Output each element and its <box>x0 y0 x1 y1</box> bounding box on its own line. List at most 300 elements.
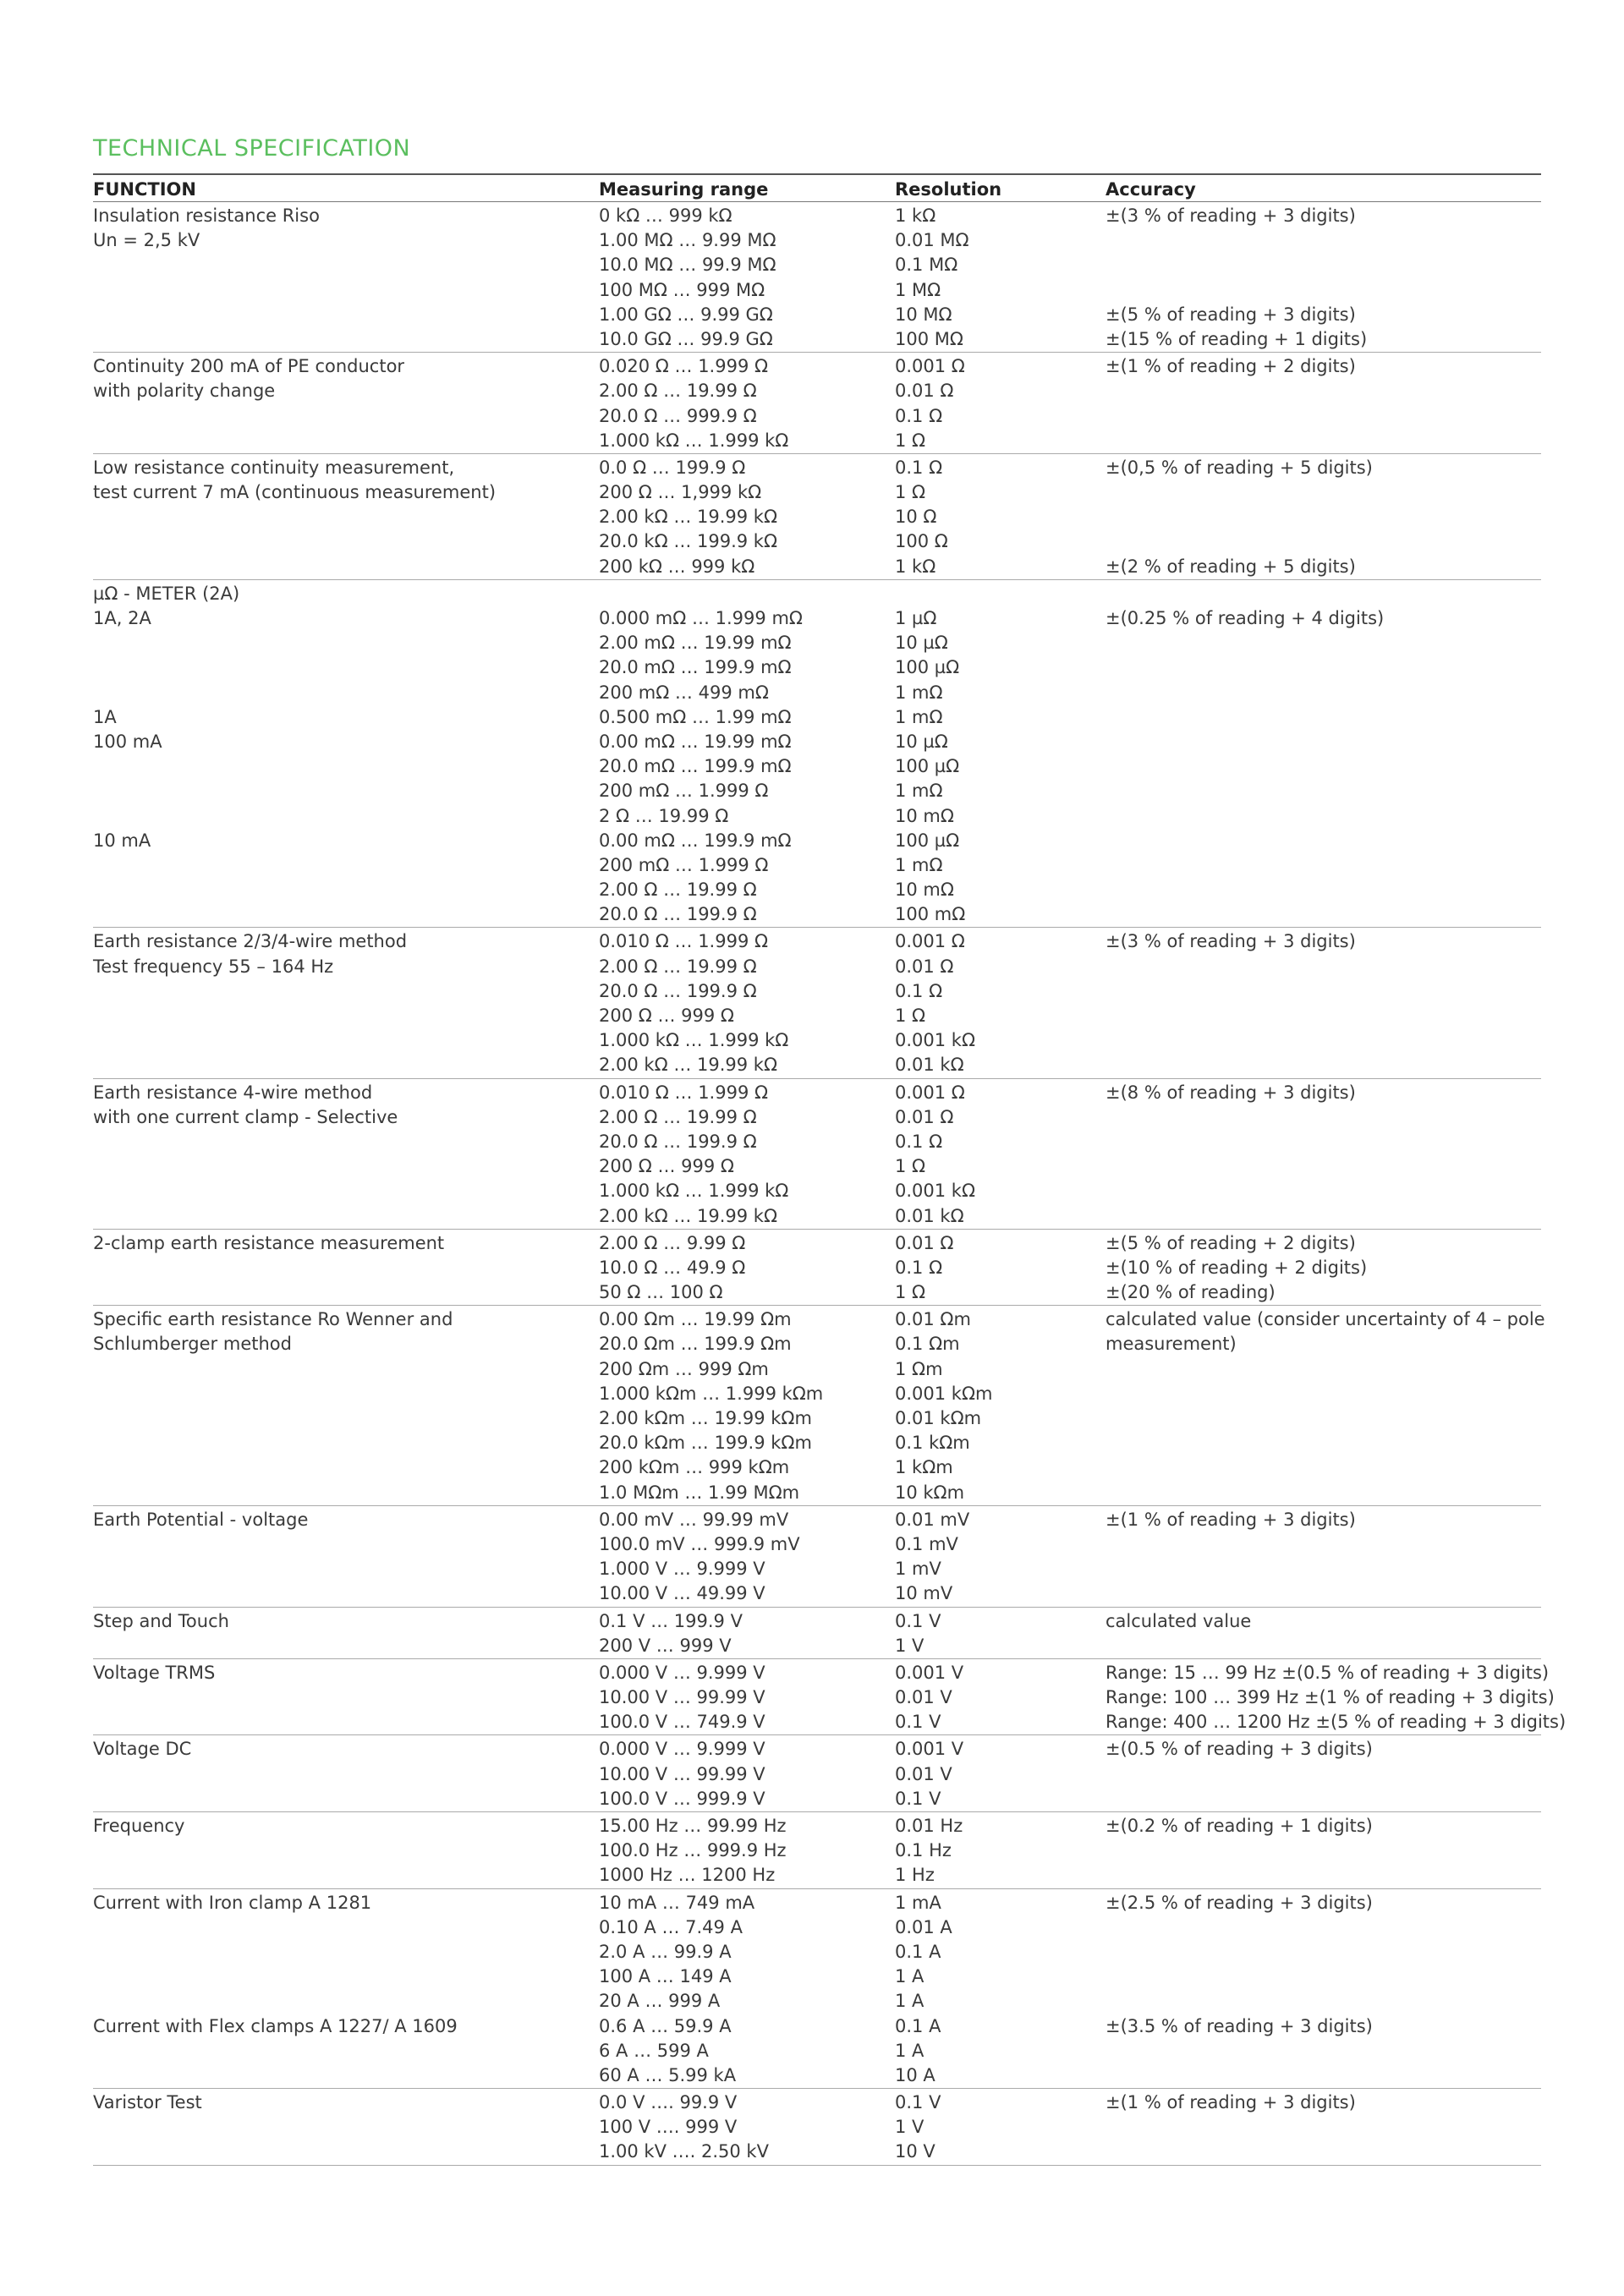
resolution-line: 1 V <box>895 1635 924 1656</box>
resolution-cell <box>895 1306 1106 1506</box>
accuracy-cell <box>1106 1888 1541 2089</box>
range-line: 1.00 GΩ … 9.99 GΩ <box>599 304 773 325</box>
function-line: Earth resistance 4-wire method <box>93 1082 373 1103</box>
function-cell <box>93 1306 599 1506</box>
resolution-line: 1 A <box>895 2040 924 2061</box>
range-line: 15.00 Hz … 99.99 Hz <box>599 1816 787 1836</box>
resolution-line: 0.01 kΩ <box>895 1205 964 1226</box>
resolution-line: 0.001 kΩ <box>895 1181 976 1202</box>
resolution-line: 1 µΩ <box>895 608 937 628</box>
range-line: 0.00 mΩ … 19.99 mΩ <box>599 731 792 752</box>
resolution-line: 10 mΩ <box>895 805 954 826</box>
range-line: 0.000 mΩ … 1.999 mΩ <box>599 608 803 628</box>
resolution-line: 1 Ωm <box>895 1358 943 1379</box>
range-line: 2.00 kΩ … 19.99 kΩ <box>599 507 777 528</box>
range-line: 200 mΩ … 1.999 Ω <box>599 781 769 802</box>
resolution-line: 0.1 V <box>895 1712 941 1733</box>
resolution-line: 0.01 Ωm <box>895 1309 971 1330</box>
function-line: test current 7 mA (continuous measurement) <box>93 482 497 503</box>
resolution-line: 0.001 Ω <box>895 356 965 377</box>
range-line: 10.00 V … 49.99 V <box>599 1583 765 1604</box>
range-line: 200 kΩm … 999 kΩm <box>599 1457 790 1478</box>
resolution-line: 0.1 Ω <box>895 1131 943 1152</box>
accuracy-line: Range: 400 … 1200 Hz ±(5 % of reading + 3 digits) <box>1106 1712 1566 1733</box>
accuracy-line: ±(5 % of reading + 2 digits) <box>1106 1232 1356 1253</box>
range-line: 10.00 V … 99.99 V <box>599 1763 765 1784</box>
header-function: FUNCTION <box>93 174 599 202</box>
resolution-cell <box>895 1888 1106 2089</box>
range-line: 0 kΩ … 999 kΩ <box>599 205 732 226</box>
function-line: 100 mA <box>93 731 162 752</box>
range-line: 100.0 mV … 999.9 mV <box>599 1533 800 1554</box>
range-line: 1.0 MΩm … 1.99 MΩm <box>599 1482 800 1503</box>
range-line: 6 A … 599 A <box>599 2040 709 2061</box>
resolution-line: 0.01 kΩm <box>895 1408 982 1428</box>
function-cell <box>93 1812 599 1889</box>
accuracy-cell <box>1106 1306 1545 1506</box>
function-line: Frequency <box>93 1816 185 1836</box>
table-row <box>93 453 1541 579</box>
measuring-range-cell <box>599 1229 895 1306</box>
range-line: 0.00 Ωm … 19.99 Ωm <box>599 1309 792 1330</box>
resolution-line: 1 kΩ <box>895 205 936 226</box>
resolution-line <box>895 582 1106 606</box>
accuracy-line <box>1106 253 1541 277</box>
resolution-line: 0.01 MΩ <box>895 230 969 251</box>
range-line: 100 MΩ … 999 MΩ <box>599 279 765 300</box>
range-line: 0.0 V …. 99.9 V <box>599 2092 738 2113</box>
resolution-line: 10 MΩ <box>895 304 952 325</box>
resolution-cell <box>895 353 1106 454</box>
accuracy-line <box>1106 505 1541 529</box>
range-line: 1.00 MΩ … 9.99 MΩ <box>599 230 776 251</box>
accuracy-line: ±(10 % of reading + 2 digits) <box>1106 1257 1368 1278</box>
range-line: 10.0 GΩ … 99.9 GΩ <box>599 328 773 349</box>
resolution-line: 0.1 Hz <box>895 1840 952 1861</box>
range-line: 2.00 Ω … 19.99 Ω <box>599 381 757 402</box>
resolution-line: 0.01 A <box>895 1916 952 1937</box>
resolution-cell <box>895 453 1106 579</box>
resolution-line: 10 Ω <box>895 507 937 528</box>
range-line: 10.0 MΩ … 99.9 MΩ <box>599 255 776 276</box>
range-line: 2.00 Ω … 9.99 Ω <box>599 1232 746 1253</box>
accuracy-cell <box>1106 579 1541 928</box>
function-line: Current with Iron clamp A 1281 <box>93 1892 372 1913</box>
resolution-line: 1 A <box>895 1966 924 1987</box>
header-resolution: Resolution <box>895 174 1106 202</box>
range-line: 100 V …. 999 V <box>599 2117 738 2138</box>
measuring-range-cell <box>599 1078 895 1229</box>
function-cell <box>93 353 599 454</box>
function-line: Schlumberger method <box>93 1334 292 1355</box>
range-line: 200 Ω … 1,999 kΩ <box>599 482 762 503</box>
accuracy-line: ±(20 % of reading) <box>1106 1282 1276 1303</box>
resolution-line: 1 Ω <box>895 1156 926 1177</box>
function-line <box>93 1915 599 1940</box>
resolution-line: 100 MΩ <box>895 328 963 349</box>
accuracy-line: ±(0.2 % of reading + 1 digits) <box>1106 1816 1373 1836</box>
header-measuring-range: Measuring range <box>599 174 895 202</box>
accuracy-line <box>1106 1989 1541 2014</box>
table-row <box>93 1078 1541 1229</box>
accuracy-line: calculated value (consider uncertainty of 4 – pole <box>1106 1309 1545 1330</box>
function-line <box>93 1989 599 2014</box>
function-line <box>93 779 599 803</box>
accuracy-line: ±(3.5 % of reading + 3 digits) <box>1106 2015 1373 2036</box>
resolution-line: 1 kΩ <box>895 556 936 577</box>
range-line: 20.0 mΩ … 199.9 mΩ <box>599 756 792 777</box>
resolution-line: 10 V <box>895 2141 935 2162</box>
table-row <box>93 1607 1541 1658</box>
function-cell <box>93 1505 599 1607</box>
range-line: 200 V … 999 V <box>599 1635 732 1656</box>
table-row <box>93 1229 1541 1306</box>
resolution-line: 1 mA <box>895 1892 941 1913</box>
accuracy-line: Range: 15 … 99 Hz ±(0.5 % of reading + 3 digits) <box>1106 1662 1550 1683</box>
range-line: 2.0 A … 99.9 A <box>599 1941 732 1962</box>
resolution-line: 0.001 V <box>895 1739 964 1760</box>
resolution-line: 100 µΩ <box>895 756 960 777</box>
accuracy-cell <box>1106 1229 1541 1306</box>
measuring-range-cell <box>599 579 895 928</box>
resolution-line: 0.01 kΩ <box>895 1055 964 1076</box>
resolution-line: 1 A <box>895 1991 924 2012</box>
resolution-line: 1 Ω <box>895 1282 926 1303</box>
resolution-line: 10 A <box>895 2064 935 2085</box>
table-row <box>93 1888 1541 2089</box>
range-line: 0.000 V … 9.999 V <box>599 1662 765 1683</box>
resolution-line: 0.1 V <box>895 1610 941 1631</box>
range-line: 20.0 Ω … 999.9 Ω <box>599 405 757 426</box>
resolution-cell <box>895 1607 1106 1658</box>
function-line <box>93 631 599 655</box>
range-line: 1.00 kV …. 2.50 kV <box>599 2141 769 2162</box>
function-line: µΩ - METER (2A) <box>93 583 240 604</box>
range-line: 20.0 kΩ … 199.9 kΩ <box>599 531 777 552</box>
function-line <box>93 1964 599 1989</box>
function-line: Continuity 200 mA of PE conductor <box>93 356 405 377</box>
range-line: 20 A … 999 A <box>599 1991 721 2012</box>
range-line: 20.0 mΩ … 199.9 mΩ <box>599 657 792 678</box>
resolution-cell <box>895 1812 1106 1889</box>
function-cell <box>93 1658 599 1735</box>
resolution-line: 1 Hz <box>895 1865 935 1886</box>
function-line <box>93 655 599 680</box>
page-title: TECHNICAL SPECIFICATION <box>93 135 411 162</box>
resolution-cell <box>895 2089 1106 2166</box>
resolution-line: 100 µΩ <box>895 830 960 851</box>
table-row <box>93 2089 1541 2166</box>
accuracy-line: ±(2.5 % of reading + 3 digits) <box>1106 1892 1373 1913</box>
resolution-line: 0.01 Ω <box>895 1106 954 1127</box>
range-line: 1.000 V … 9.999 V <box>599 1559 765 1580</box>
function-line: 10 mA <box>93 830 151 851</box>
accuracy-line <box>1106 1940 1541 1964</box>
resolution-line: 0.01 Hz <box>895 1816 963 1836</box>
resolution-line: 0.1 MΩ <box>895 255 958 276</box>
range-line: 2 Ω … 19.99 Ω <box>599 805 729 826</box>
function-line: Voltage TRMS <box>93 1662 216 1683</box>
range-line: 0.010 Ω … 1.999 Ω <box>599 1082 769 1103</box>
specification-table <box>93 173 1566 2166</box>
function-cell <box>93 202 599 353</box>
resolution-cell <box>895 202 1106 353</box>
table-row <box>93 1306 1541 1506</box>
range-line: 1.000 kΩ … 1.999 kΩ <box>599 1181 789 1202</box>
function-cell <box>93 1229 599 1306</box>
table-header-row <box>93 174 1541 202</box>
resolution-line: 0.1 Ω <box>895 980 943 1001</box>
function-line: Earth Potential - voltage <box>93 1509 309 1530</box>
function-cell <box>93 1607 599 1658</box>
table-row <box>93 928 1541 1078</box>
range-line: 0.010 Ω … 1.999 Ω <box>599 931 769 952</box>
accuracy-line: measurement) <box>1106 1334 1237 1355</box>
measuring-range-cell <box>599 1505 895 1607</box>
accuracy-cell <box>1106 353 1541 454</box>
resolution-line: 0.1 A <box>895 2015 941 2036</box>
accuracy-line <box>1106 228 1541 253</box>
range-line: 100.0 V … 749.9 V <box>599 1712 765 1733</box>
accuracy-line: ±(0.5 % of reading + 3 digits) <box>1106 1739 1373 1760</box>
range-line: 100.0 V … 999.9 V <box>599 1788 765 1809</box>
resolution-line: 10 kΩm <box>895 1482 965 1503</box>
range-line: 200 mΩ … 499 mΩ <box>599 682 769 703</box>
resolution-line: 10 mΩ <box>895 879 954 901</box>
resolution-line: 0.01 Ω <box>895 381 954 402</box>
resolution-line: 0.01 V <box>895 1687 952 1708</box>
range-line: 2.00 Ω … 19.99 Ω <box>599 956 757 977</box>
resolution-line: 0.1 Ω <box>895 1257 943 1278</box>
resolution-line: 0.001 kΩm <box>895 1383 993 1404</box>
range-line: 0.00 mV … 99.99 mV <box>599 1509 789 1530</box>
resolution-cell <box>895 1229 1106 1306</box>
accuracy-cell <box>1106 202 1541 353</box>
range-line: 10 mA … 749 mA <box>599 1892 755 1913</box>
accuracy-cell <box>1106 1658 1566 1735</box>
function-line: Earth resistance 2/3/4-wire method <box>93 931 408 952</box>
range-line: 100.0 Hz … 999.9 Hz <box>599 1840 787 1861</box>
function-line: Test frequency 55 – 164 Hz <box>93 956 334 977</box>
resolution-line: 1 mΩ <box>895 781 943 802</box>
range-line: 2.00 mΩ … 19.99 mΩ <box>599 633 792 654</box>
range-line: 200 Ω … 999 Ω <box>599 1006 734 1026</box>
range-line: 1.000 kΩ … 1.999 kΩ <box>599 430 789 451</box>
range-line: 0.00 mΩ … 199.9 mΩ <box>599 830 792 851</box>
function-line: Specific earth resistance Ro Wenner and <box>93 1309 453 1330</box>
range-line: 2.00 Ω … 19.99 Ω <box>599 1106 757 1127</box>
accuracy-line <box>1106 480 1541 505</box>
range-line: 20.0 Ω … 199.9 Ω <box>599 1131 757 1152</box>
function-line <box>93 804 599 829</box>
resolution-line: 0.001 Ω <box>895 1082 965 1103</box>
measuring-range-cell <box>599 928 895 1078</box>
range-line: 60 A … 5.99 kA <box>599 2064 737 2085</box>
range-line: 1.000 kΩ … 1.999 kΩ <box>599 1030 789 1051</box>
accuracy-line: ±(5 % of reading + 3 digits) <box>1106 304 1356 325</box>
resolution-line: 0.01 Ω <box>895 956 954 977</box>
resolution-cell <box>895 1078 1106 1229</box>
range-line: 0.1 V … 199.9 V <box>599 1610 743 1631</box>
resolution-line: 1 Ω <box>895 1006 926 1026</box>
resolution-line: 1 Ω <box>895 430 926 451</box>
accuracy-line: ±(8 % of reading + 3 digits) <box>1106 1082 1356 1103</box>
resolution-line: 10 µΩ <box>895 633 948 654</box>
resolution-cell <box>895 1505 1106 1607</box>
range-line: 0.000 V … 9.999 V <box>599 1739 765 1760</box>
resolution-line: 0.1 mV <box>895 1533 958 1554</box>
accuracy-line <box>1106 1964 1541 1989</box>
range-line: 20.0 kΩm … 199.9 kΩm <box>599 1433 812 1454</box>
accuracy-line: ±(15 % of reading + 1 digits) <box>1106 328 1368 349</box>
resolution-line: 1 MΩ <box>895 279 941 300</box>
function-line: Current with Flex clamps A 1227/ A 1609 <box>93 2015 458 2036</box>
function-cell <box>93 1888 599 2089</box>
function-line <box>93 1940 599 1964</box>
accuracy-line: ±(1 % of reading + 3 digits) <box>1106 1509 1356 1530</box>
resolution-line: 0.1 Ω <box>895 405 943 426</box>
resolution-line: 0.01 mV <box>895 1509 970 1530</box>
resolution-cell <box>895 928 1106 1078</box>
resolution-line: 100 Ω <box>895 531 948 552</box>
resolution-line: 1 Ω <box>895 482 926 503</box>
table-row <box>93 579 1541 928</box>
accuracy-cell <box>1106 1812 1541 1889</box>
resolution-cell <box>895 1658 1106 1735</box>
header-accuracy: Accuracy <box>1106 174 1541 202</box>
accuracy-cell <box>1106 453 1541 579</box>
function-cell <box>93 579 599 928</box>
function-line <box>93 754 599 779</box>
resolution-line: 100 mΩ <box>895 904 966 925</box>
range-line: 20.0 Ω … 199.9 Ω <box>599 904 757 925</box>
table-row <box>93 1505 1541 1607</box>
resolution-line: 10 mV <box>895 1583 953 1604</box>
function-cell <box>93 2089 599 2166</box>
measuring-range-cell <box>599 1888 895 2089</box>
measuring-range-cell <box>599 1812 895 1889</box>
function-line: Step and Touch <box>93 1610 229 1631</box>
accuracy-cell <box>1106 1735 1541 1812</box>
measuring-range-cell <box>599 353 895 454</box>
range-line: 20.0 Ω … 199.9 Ω <box>599 980 757 1001</box>
range-line: 2.00 kΩ … 19.99 kΩ <box>599 1205 777 1226</box>
accuracy-cell <box>1106 1505 1541 1607</box>
resolution-line: 0.1 V <box>895 1788 941 1809</box>
resolution-line: 0.001 V <box>895 1662 964 1683</box>
resolution-line: 0.1 V <box>895 2092 941 2113</box>
table-row <box>93 1735 1541 1812</box>
range-line: 0.10 A … 7.49 A <box>599 1916 743 1937</box>
resolution-line: 1 mΩ <box>895 682 943 703</box>
resolution-line: 10 µΩ <box>895 731 948 752</box>
function-line: Low resistance continuity measurement, <box>93 457 455 478</box>
resolution-line: 0.1 kΩm <box>895 1433 970 1454</box>
range-line: 200 Ω … 999 Ω <box>599 1156 734 1177</box>
accuracy-line <box>1106 529 1541 554</box>
range-line: 50 Ω … 100 Ω <box>599 1282 723 1303</box>
accuracy-line: ±(3 % of reading + 3 digits) <box>1106 931 1356 952</box>
accuracy-cell <box>1106 928 1541 1078</box>
range-line: 20.0 Ωm … 199.9 Ωm <box>599 1334 792 1355</box>
function-line: Voltage DC <box>93 1739 192 1760</box>
range-line: 100 A … 149 A <box>599 1966 732 1987</box>
range-line: 200 mΩ … 1.999 Ω <box>599 854 769 875</box>
function-line: 1A, 2A <box>93 608 151 628</box>
function-cell <box>93 453 599 579</box>
resolution-line: 1 mΩ <box>895 854 943 875</box>
resolution-line: 1 V <box>895 2117 924 2138</box>
resolution-line: 0.1 Ω <box>895 457 943 478</box>
accuracy-cell <box>1106 1607 1541 1658</box>
resolution-line: 0.01 V <box>895 1763 952 1784</box>
measuring-range-cell <box>599 1658 895 1735</box>
measuring-range-cell <box>599 453 895 579</box>
range-line: 2.00 kΩ … 19.99 kΩ <box>599 1055 777 1076</box>
table-row <box>93 202 1541 353</box>
function-line: 2-clamp earth resistance measurement <box>93 1232 445 1253</box>
resolution-line: 1 kΩm <box>895 1457 953 1478</box>
function-line: with one current clamp - Selective <box>93 1106 398 1127</box>
accuracy-line: ±(1 % of reading + 2 digits) <box>1106 356 1356 377</box>
range-line: 200 kΩ … 999 kΩ <box>599 556 755 577</box>
resolution-line: 1 mV <box>895 1559 941 1580</box>
range-line: 2.00 Ω … 19.99 Ω <box>599 879 757 901</box>
resolution-line: 100 µΩ <box>895 657 960 678</box>
function-cell <box>93 1735 599 1812</box>
accuracy-line: ±(2 % of reading + 5 digits) <box>1106 556 1356 577</box>
measuring-range-cell <box>599 1735 895 1812</box>
accuracy-line: ±(3 % of reading + 3 digits) <box>1106 205 1356 226</box>
accuracy-line: ±(0.25 % of reading + 4 digits) <box>1106 608 1385 628</box>
accuracy-line: Range: 100 … 399 Hz ±(1 % of reading + 3 digits) <box>1106 1687 1555 1708</box>
table-row <box>93 353 1541 454</box>
accuracy-line <box>1106 582 1541 606</box>
measuring-range-cell <box>599 202 895 353</box>
resolution-line: 0.001 kΩ <box>895 1030 976 1051</box>
function-line: Varistor Test <box>93 2092 202 2113</box>
accuracy-cell <box>1106 2089 1541 2166</box>
measuring-range-cell <box>599 1306 895 1506</box>
resolution-cell <box>895 1735 1106 1812</box>
measuring-range-cell <box>599 2089 895 2166</box>
function-line: Un = 2,5 kV <box>93 230 200 251</box>
function-line <box>93 681 599 705</box>
range-line: 1000 Hz … 1200 Hz <box>599 1865 776 1886</box>
range-line: 0.020 Ω … 1.999 Ω <box>599 356 769 377</box>
resolution-line: 0.1 Ωm <box>895 1334 960 1355</box>
table-row <box>93 1812 1541 1889</box>
resolution-line: 0.01 Ω <box>895 1232 954 1253</box>
range-line: 10.00 V … 99.99 V <box>599 1687 765 1708</box>
range-line <box>599 582 895 606</box>
range-line: 200 Ωm … 999 Ωm <box>599 1358 769 1379</box>
accuracy-line: ±(0,5 % of reading + 5 digits) <box>1106 457 1373 478</box>
resolution-line: 0.1 A <box>895 1941 941 1962</box>
range-line: 0.6 A … 59.9 A <box>599 2015 732 2036</box>
resolution-cell <box>895 579 1106 928</box>
function-cell <box>93 1078 599 1229</box>
function-line: with polarity change <box>93 381 276 402</box>
function-line: 1A <box>93 706 117 727</box>
function-cell <box>93 928 599 1078</box>
range-line: 1.000 kΩm … 1.999 kΩm <box>599 1383 824 1404</box>
range-line: 10.0 Ω … 49.9 Ω <box>599 1257 746 1278</box>
table-body <box>93 202 1566 2166</box>
resolution-line: 0.001 Ω <box>895 931 965 952</box>
range-line: 0.500 mΩ … 1.99 mΩ <box>599 706 792 727</box>
resolution-line: 1 mΩ <box>895 706 943 727</box>
